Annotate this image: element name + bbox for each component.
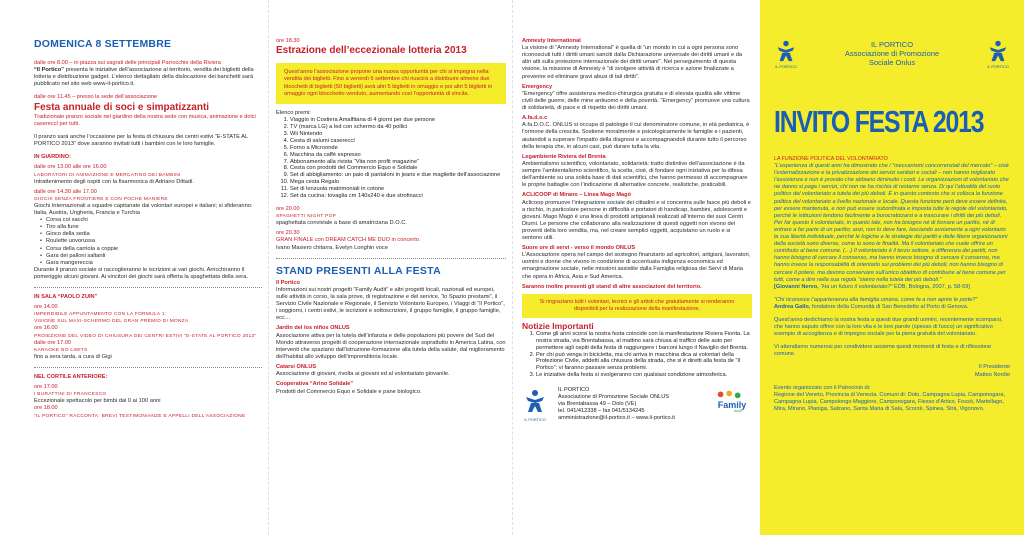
paragraph: Ivano Masiero chitarra, Evelyn Longhin voce <box>276 244 388 251</box>
section-label: IN GIARDINO: <box>34 154 71 161</box>
prizes-label: Elenco premi: <box>276 110 311 117</box>
cover-text <box>774 156 1010 413</box>
when: dalle ore 8.00 – in piazza sui sagrati delle principali Parrocchie della Riviera <box>34 60 221 66</box>
org-name: IL PORTICO <box>870 40 914 49</box>
caption: LABORATORI DI ANIMAZIONE E MERCATINO DEI BAMBINI <box>34 172 181 178</box>
notes-title: Notizie Importanti <box>522 320 594 331</box>
stand-title: STAND PRESENTI ALLA FESTA <box>276 264 441 277</box>
when: ore 17.00 <box>34 384 58 391</box>
logo-caption: IL PORTICO <box>987 65 1009 69</box>
stand-name: Cooperativa “Arino Solidale” <box>276 381 354 388</box>
thanks-box: Si ringraziano tutti i volontari, tecnici e gli artisti che gratuitamente si renderanno disponibili per la realizzazione della manifestazione. <box>522 294 752 318</box>
bold-text: “Il Portico” <box>34 67 65 74</box>
paragraph: “Emergency” offre assistenza medico-chirurgica gratuita e di elevata qualità alle vittime civili delle guerre, delle mine antiuomo e della povertà. “Emergency” promuove una cultura di solidarietà, di pace e di rispetto dei diritti umani. <box>522 90 750 112</box>
list-item: 6. Macchina da caffè espresso <box>290 152 506 159</box>
paragraph: Intrattenimento degli ospiti con la fisarmonica di Adriano Dittadi. <box>34 178 194 185</box>
when: dalle ore 14.30 alle 17.00 <box>34 188 97 195</box>
paragraph: Informazioni sui nostri progetti “Family Audit” e altri progetti locali, nazionali ed europei, sulle attività in corso, la sala prove, di registrazione e del service, “lo Spazio prestami”, il Servizio Civile Nazionale e Regionale, il Servizio Volontario Europeo, i Viaggi di “Il Portico”, i soggiorni, i centri estivi, le iscrizioni e sottoscrizioni, il gruppo famiglie, il gruppo famiglie, ecc… <box>276 286 505 322</box>
stand-name: A.fa.d.o.c <box>522 115 548 122</box>
page-title: DOMENICA 8 SETTEMBRE <box>34 38 172 50</box>
paragraph: La visione di “Amnesty International” è quella di “un mondo in cui a ogni persona sono riconosciuti tutti i diritti umani sanciti dalla Dichiarazione universale dei diritti umani e da altri atti sulla protezione internazionale dei diritti umani”. Nel perseguimento di questa visione, la missione di Amnesty è “di svolgere attività di ricerca e azione finalizzate a prevenire ed eliminare gravi abusi di tali diritti”. <box>522 45 743 80</box>
stand-name: Emergency <box>522 83 553 90</box>
panel-cover <box>760 0 1024 535</box>
list-item: 2. TV (marca LG) a led con schermo da 40 pollici <box>290 124 506 131</box>
org-block <box>798 38 986 67</box>
paragraph: A.fa.D.O.C. ONLUS si occupa di patologie il cui denominatore comune, in età pediatrica, è l’ormone della crescita. Sostiene moralmente e psicologicamente le famiglie e i pazienti, aiutandoli a superare l’impatto della diagnosi e accompagnandoli durante tutto il percorso della terapia che, in alcuni casi, può durare tutta la vita. <box>522 122 750 150</box>
paragraph: Prodotti del Commercio Equo e Solidale e pane biologico. <box>276 388 422 395</box>
list-item: 1. Come gli anni scorsi la nostra festa coincide con la manifestazione Riviera Fiorita. La nostra strada, via Brentabassa, al mattino sarà chiusa al traffico delle auto per permettere agli ospiti della festa di raggiungere i barconi lungo il Naviglio del Brenta. <box>536 331 752 352</box>
paragraph: Associazione attiva per la tutela dell’infanzia e delle popolazioni più povere del Sud del Mondo attraverso progetti di cooperazione internazionale soprattutto in America Latina, con interventi che spaziano dall’istruzione-formazione alla tutela della salute, dal miglioramento dell’habitat allo sviluppo dell’imprenditoria locale. <box>276 332 506 360</box>
cite-title: “Ha un futuro il volontariato?” <box>820 283 893 290</box>
list-item: • Gioco della sedia <box>40 231 262 238</box>
patronage-text: Regione del Veneto, Provincia di Venezia. Comuni di: Dolo, Campagna Lupia, Camponogara, Campagna Lupia, Campolongo Maggiore, Camponogara, Fiesso d’Artico, Fossò, Martellago, Mira, Mirano, Pianiga, Salzano, Santa Maria di Sala, Scorzè, Spinea, Strà, Vigonovo. <box>774 391 1006 412</box>
section-title: Festa annuale di soci e simpatizzanti <box>34 101 210 113</box>
section-title: Estrazione dell’eccezionale lotteria 2013 <box>276 45 467 57</box>
when: ore 18.30 <box>276 38 300 44</box>
info-box <box>276 63 506 104</box>
stand-name: ACLICOOP di Mirano – Linea Mago Magò <box>522 192 631 199</box>
list-item: 3. Le iniziative della festa si svolgeranno con qualsiasi condizione atmosferica. <box>536 372 752 379</box>
box-text: Quest’anno l’associazione propone una nuova opportunità per chi si impegna nella vendita dei biglietti. Fino a venerdì 6 settembre chi riuscirà a distribuire almeno due blocchetti di biglietti (50 biglietti) avrà altri 5 biglietti in omaggio e poi altri 5 biglietti in omaggio ogni blocchetto venduto, aumentando così l’opportunità di vincita. <box>284 69 493 97</box>
list-item: 8. Cesta con prodotti del Commercio Equo e Solidale <box>290 165 506 172</box>
when: dalle ore 11.45 – presso la sede dell’associazione <box>34 94 158 101</box>
caption: GIOCHI SENZA FRONTIERE E CON POCHE MANIERE <box>34 196 168 202</box>
caption: PROIEZIONE DEL VIDEO DI CHIUSURA DEI CENTRI ESTIVI “E-STATE AL PORTICO 2013” <box>34 333 257 339</box>
list-item: • Gara mangereccia <box>40 260 262 267</box>
stand-name: Legambiente Riviera del Brenta <box>522 153 606 160</box>
paragraph: Durante il pranzo sociale si raccoglieranno le iscrizioni ai vari giochi. Arricchiranno il pomeriggio alcuni giovani. Ai vincitori dei giochi sarà offerta la spaghettata della sera. <box>34 266 248 280</box>
list-item: 5. Forno a Microonde <box>290 145 506 152</box>
stand-name: Jardin del los niños ONLUS <box>276 325 350 332</box>
paragraph: Vi attendiamo numerosi per condividere assieme questi momenti di festa e di riflessione comune. <box>774 344 992 358</box>
paragraph: L’Associazione opera nel campo del sostegno finanziario ad agricoltori, artigiani, lavoratori, uomini e donne che vivono in condizione di accentuata indigenza economica ed emarginazione sociale, nelle missioni assistite dalla Famiglia religiosa dei Servi di Maria che opera in Africa, Asia e Sud America. <box>522 252 751 280</box>
caption: KARAOKE NO LIMITS <box>34 347 88 353</box>
il-portico-logo <box>986 38 1010 68</box>
role: fondatore della Comunità di San Benedetto al Porto di Genova. <box>810 303 969 310</box>
cite-author: [Giovanni Nervo, <box>774 283 821 290</box>
caption: GRAN FINALE con DREAM CATCH ME DUO in concerto. <box>276 237 421 244</box>
list-item: 12. Set da cucina: tovaglia cm 140x240 e due strofinacci <box>290 193 506 200</box>
address: via Brentabassa 49 – Dolo (VE) <box>558 401 637 408</box>
paragraph: Associazione di giovani, rivolta ai giovani ed al volontariato giovanile. <box>276 371 450 378</box>
family-audit-logo <box>712 389 752 420</box>
games-list <box>34 217 262 267</box>
cite-rest: EDB, Bologna, 2007, p. 58-59] <box>892 283 970 290</box>
caption: I BURATTINI DI FRANCESCO <box>34 392 107 398</box>
list-item: 7. Abbonamento alla rivista “Vita non profit magazine” <box>290 159 506 166</box>
paragraph: Aclicoop promuove l’integrazione sociale dei cittadini e si concentra sulle fasce più deboli e a rischio, in particolare persone in difficoltà e portatori di handicap, bambini, adolescenti e giovani. Mago Magò è una linea di prodotti artigianali realizzati all’interno dei suoi Centri Diurni. Le persone che collaborano alla realizzazione di questi oggetti non vivono dei proventi della loro vendita, ma, nel creare semplici oggetti, acquistano un ruolo e si sentono utili. <box>522 199 751 241</box>
list-item: 3. Wii Nintendo <box>290 131 506 138</box>
notes-list <box>522 331 752 379</box>
invite-title: INVITO FESTA 2013 <box>774 104 984 139</box>
logo-caption: IL PORTICO <box>524 418 546 423</box>
when: ore 14.00 <box>34 304 58 311</box>
signature-name: Matteo Nordio <box>974 371 1010 378</box>
list-item: 11. Set di lenzuola matrimoniali in cotone <box>290 186 506 193</box>
paragraph: Eccezionale spettacolo per bimbi dai 0 ai 100 anni <box>34 398 161 405</box>
list-item: • Roulette uovorussa <box>40 238 262 245</box>
section-label: IN SALA “PAOLO ZUIN” <box>34 294 98 301</box>
cover-header <box>774 38 1010 68</box>
audit-text: Audit <box>734 409 742 414</box>
patronage-label: Evento organizzato con il Patrocinio di: <box>774 384 871 391</box>
stand-name: Suore ore di servi - verso il mondo ONLUS <box>522 245 636 252</box>
il-portico-logo <box>774 38 798 68</box>
section-label: LA FUNZIONE POLITICA DEL VOLONTARIATO <box>774 156 888 162</box>
when: dalle ore 13.00 alle ore 16.00 <box>34 164 107 171</box>
list-item: • Corsa della carriola a coppie <box>40 246 262 253</box>
il-portico-logo <box>522 387 548 422</box>
panel-lottery-stands <box>268 0 512 535</box>
list-item: 1. Viaggio in Costiera Amalfitana di 4 giorni per due persone <box>290 117 506 124</box>
quote: “Chi riconosce l’appartenenza alla famiglia umana, come fa a non aprire le porte?” <box>774 296 978 303</box>
family-text: Family <box>717 400 747 411</box>
paragraph: Il pranzo sarà anche l’occasione per la festa di chiusura dei centri estivi “E-STATE AL PORTICO 2013” dove saranno invitati tutti i bambini con le loro famiglie. <box>34 134 248 148</box>
list-item: • Gara dei palloni saltanti <box>40 253 262 260</box>
org-type: Associazione di Promozione Sociale ONLUS <box>558 394 669 401</box>
when: dalle ore 17.00 <box>34 339 72 346</box>
quote: “L’esperienza di questi anni ha dimostrato che i “meccanismi concorrenziali del mercato” – cioè l’esternalizzazione e la privatizzazione dei servizi sanitari e sociali – non hanno migliorato l’assistenza e non è provato che abbiano diminuito i costi. Le organizzazioni di volontariato che ne danno si paga i servizi, chi non ne ha rischia di restarne senza. Di qui l’attualità del ruolo politico del volontariato a tutela dei più deboli. È in questo contesto che si colloca la funzione politica del volontariato a livello nazionale e locale. Questa funzione però deve essere definita, per essere mantenuta, e non può essere subordinata e imposta tutte le regole del volontariato, perché le istituzioni tendono facilmente a burocratizzarsi e a trascurare i diritti dei più deboli. Per far questo il volontariato, in quanto tale, non ha bisogno né di fornare un partito, né di entrare a far parte di un partito; anzi, non lo deve fare, lasciando avviamente a ogni volontario la sua libertà individuale, perché le logiche e le strategie dei partiti e delle libere organizzazioni della società sono diverse, come lo sono le finalità. Ma il volontariato che vuole offrire un contributo al bene comune. (…) Il volontariato è il terzo settore, a differenza dei partiti, non hanno bisogno di cercare il consenso, ma hanno invece bisogno di cercare il consenso, ma hanno invece la responsabilità di orientarlo sui problemi dei più deboli; non hanno bisogno di cercare il potere, ma devono conservare sull’unico obiettivo di contribuire al bene comune per tutti, come a dire nella sua regola “siamo nella tutela dei più deboli.” <box>774 163 1009 283</box>
org-type: Associazione di Promozione <box>844 49 940 58</box>
org-type: Sociale Onlus <box>868 58 916 67</box>
paragraph: spaghettata conviviale a base di amatriciana D.O.C. <box>276 220 407 227</box>
logo-caption: IL PORTICO <box>775 65 797 69</box>
list-item: 10. Mega cesta Regalo <box>290 179 506 186</box>
text: presenta le iniziative dell’associazione al territorio, vendita dei biglietti della lotteria e distribuzione gadget. L’elenco dettagliato della dislocazione dei banchetti sarà pubblicato nel sito web www-il-portico.it. <box>34 67 254 88</box>
list-item: 2. Per chi può venga in bicicletta, ma chi arriva in macchina dica ai volontari della Protezione Civile, addetti alla chiusura della strada, che si è diretti alla festa de “Il Portico”: vi faranno passare senza problemi. <box>536 352 752 373</box>
list-item: • Tiro alla fune <box>40 224 262 231</box>
paragraph: fino a sera tarda, a cura di Gigi <box>34 353 112 360</box>
prizes-list <box>276 117 506 200</box>
paragraph <box>34 67 262 88</box>
when: ore 18.00 <box>34 405 58 412</box>
signature-role: Il Presidente <box>978 364 1010 371</box>
caption: “IL PORTICO” RACCONTA: BREVI TESTIMONIANZE E APPELLI DELL’ASSOCIAZIONE <box>34 413 246 419</box>
contact-text <box>558 387 712 422</box>
phone: tel. 041/412338 – fax 041/5134245 <box>558 408 645 415</box>
org-name: IL PORTICO <box>558 387 590 394</box>
panel-program-day <box>0 0 268 535</box>
paragraph: Ambientalismo scientifico, volontariato, solidarietà: tratto distintivo dell’associazione è da sempre l’ambientalismo scientifico, la scelta, cioè, di fondare ogni iniziativa per la difesa dell’ambiente su una solida base di dati scientifici, che hanno permesso di accompagnare le proprie battaglie con l’indicazione di alternative concrete, realistiche, praticabili. <box>522 160 748 189</box>
paragraph: Quest’anno dedichiamo la nostra festa a questi due grandi uomini, recentemente scomparsi, che hanno saputo offrire con la loro vita e le loro parole (spesso di fuoco) un significativo esempio di accoglienza e di impegno sociale per la piena gratuità del volontariato. <box>774 316 1003 338</box>
list-item: 4. Cesta di salumi casereccI <box>290 138 506 145</box>
list-item: 9. Set di abbigliamento: un paio di pantaloni in jeans e due magliette dell’associazione <box>290 172 506 179</box>
when: ore 16.00 <box>34 325 58 332</box>
citation <box>774 284 1010 291</box>
panel-associations <box>512 0 760 535</box>
stand-name: Amnesty International <box>522 38 581 44</box>
section-label: NEL CORTILE ANTERIORE: <box>34 373 108 380</box>
caption: IMPERDIBILE APPUNTAMENTO CON LA FORMULA 1: <box>34 312 167 318</box>
stand-name: Catarsi ONLUS <box>276 364 317 371</box>
caption: SPAGHETTI NIGHT POP <box>276 214 337 220</box>
web: amministrazione@il-portico.it – www.il-portico.it <box>558 415 675 422</box>
other-stands-note: Saranno inoltre presenti gli stand di altre associazioni del territorio. <box>522 283 702 290</box>
quote-author <box>774 304 1010 311</box>
subtitle: Tradizionale pranzo sociale nel giardino della nostra sede con musica, animazione e dolci casereccI per tutti. <box>34 113 256 127</box>
caption: VISIONE SUL MAXI-SCHERMO DEL GRAN PREMIO DI MONZA <box>34 319 189 325</box>
paragraph: Giochi Internazionali a squadre capitanate dai volontari europei e italiani; si sfideranno: Italia, Austria, Ungheria, Francia e Turchia <box>34 202 253 217</box>
author: Andrea Gallo, <box>774 303 811 310</box>
when: ore 20.30 <box>276 230 300 237</box>
stand-name: Il Portico <box>276 279 300 286</box>
contact-block <box>522 387 752 422</box>
when: ore 20.00 <box>276 205 300 212</box>
list-item: • Corsa coi sacchi <box>40 217 262 224</box>
